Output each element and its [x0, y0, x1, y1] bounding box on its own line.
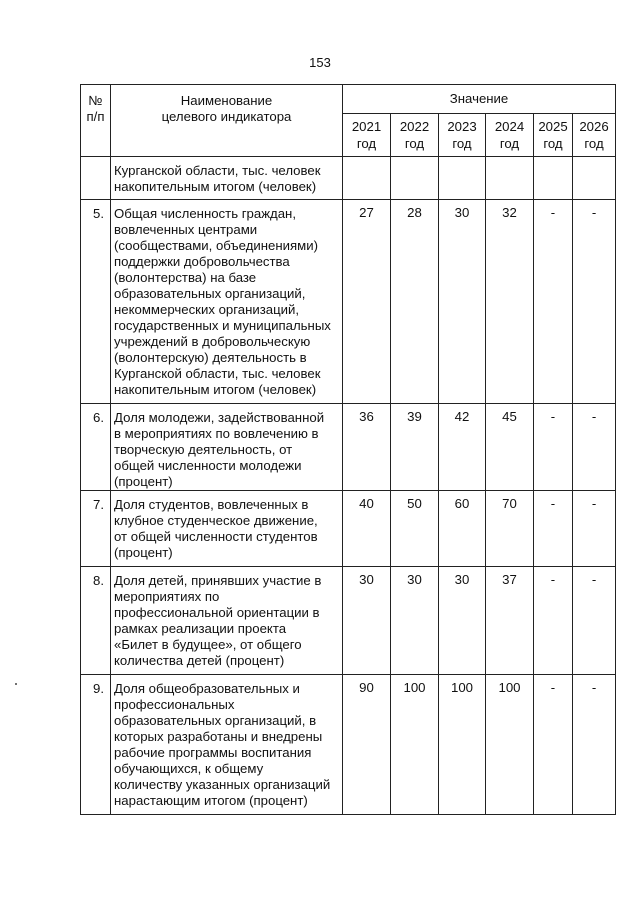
name-line: (сообществами, объединениями)	[114, 238, 319, 253]
year-label: 2024	[494, 119, 525, 134]
value-cell	[486, 157, 534, 200]
row-number: 9.	[81, 675, 111, 815]
name-line: вовлеченных центрами	[114, 222, 258, 237]
value-2026: -	[573, 567, 616, 675]
name-line: образовательных организаций, в	[114, 713, 317, 728]
name-line: профессиональной ориентации в	[114, 605, 320, 620]
year-unit: год	[404, 136, 425, 151]
name-line: (волонтерства) на базе	[114, 270, 257, 285]
name-header-line1: Наименование	[180, 93, 273, 108]
name-line: Общая численность граждан,	[114, 206, 297, 221]
name-line: накопительным итогом (человек)	[114, 179, 317, 194]
value-2026: -	[573, 200, 616, 404]
value-2024: 32	[486, 200, 534, 404]
year-header-2022	[391, 114, 439, 157]
year-header-2026	[573, 114, 616, 157]
table-row-8	[81, 567, 616, 675]
scan-dot	[15, 683, 17, 685]
row-number: 6.	[81, 404, 111, 491]
value-2024: 100	[486, 675, 534, 815]
name-line: клубное студенческое движение,	[114, 513, 318, 528]
name-line: творческую деятельность, от	[114, 442, 293, 457]
year-header-2023	[439, 114, 486, 157]
name-line: (волонтерскую) деятельность в	[114, 350, 307, 365]
table-row-5	[81, 200, 616, 404]
value-2025: -	[534, 567, 573, 675]
table-row-7	[81, 491, 616, 567]
name-line: количеству указанных организаций	[114, 777, 331, 792]
name-line: количества детей (процент)	[114, 653, 285, 668]
name-header-line2: целевого индикатора	[161, 109, 292, 124]
name-line: учреждений в добровольческую	[114, 334, 311, 349]
name-line: Доля общеобразовательных и	[114, 681, 300, 696]
year-unit: год	[356, 136, 377, 151]
name-line: (процент)	[114, 545, 173, 560]
table-row-6	[81, 404, 616, 491]
value-2022: 30	[391, 567, 439, 675]
value-2021: 30	[343, 567, 391, 675]
row-number: 8.	[81, 567, 111, 675]
name-line: от общей численности студентов	[114, 529, 318, 544]
value-2021: 36	[343, 404, 391, 491]
name-line: Курганской области, тыс. человек	[114, 163, 321, 178]
name-line: обучающихся, к общему	[114, 761, 264, 776]
name-line: государственных и муниципальных	[114, 318, 331, 333]
year-label: 2021	[351, 119, 382, 134]
value-2024: 70	[486, 491, 534, 567]
name-line: которых разработаны и внедрены	[114, 729, 323, 744]
value-cell	[343, 157, 391, 200]
year-header-2021	[343, 114, 391, 157]
value-2025: -	[534, 491, 573, 567]
name-line: рабочие программы воспитания	[114, 745, 312, 760]
value-cell	[391, 157, 439, 200]
value-cell	[439, 157, 486, 200]
page-number: 153	[309, 55, 331, 70]
year-label: 2025	[538, 119, 568, 134]
name-header	[111, 85, 343, 157]
name-line: образовательных организаций,	[114, 286, 306, 301]
indicator-name	[111, 567, 343, 675]
indicator-name	[111, 675, 343, 815]
indicator-name	[111, 404, 343, 491]
year-unit: год	[584, 136, 604, 151]
value-2023: 60	[439, 491, 486, 567]
table-row-9	[81, 675, 616, 815]
name-line: поддержки добровольчества	[114, 254, 290, 269]
value-2025: -	[534, 675, 573, 815]
value-2021: 40	[343, 491, 391, 567]
indicator-name	[111, 491, 343, 567]
num-header	[81, 85, 111, 157]
value-2025: -	[534, 404, 573, 491]
name-line: профессиональных	[114, 697, 235, 712]
year-label: 2023	[447, 119, 477, 134]
year-header-2025	[534, 114, 573, 157]
value-2023: 30	[439, 200, 486, 404]
value-2024: 45	[486, 404, 534, 491]
value-2023: 42	[439, 404, 486, 491]
value-2022: 28	[391, 200, 439, 404]
value-2022: 100	[391, 675, 439, 815]
year-unit: год	[543, 136, 563, 151]
value-2022: 50	[391, 491, 439, 567]
year-unit: год	[499, 136, 520, 151]
name-line: накопительным итогом (человек)	[114, 382, 317, 397]
name-line: в мероприятиях по вовлечению в	[114, 426, 319, 441]
name-line: нарастающим итогом (процент)	[114, 793, 308, 808]
value-2021: 27	[343, 200, 391, 404]
value-2026: -	[573, 491, 616, 567]
value-2024: 37	[486, 567, 534, 675]
name-line: «Билет в будущее», от общего	[114, 637, 302, 652]
value-2022: 39	[391, 404, 439, 491]
indicator-name	[111, 200, 343, 404]
num-header-line1: №	[88, 93, 103, 108]
value-cell	[573, 157, 616, 200]
year-unit: год	[452, 136, 472, 151]
row-number: 7.	[81, 491, 111, 567]
header-row-1	[81, 85, 616, 114]
indicator-name	[111, 157, 343, 200]
name-line: Курганской области, тыс. человек	[114, 366, 321, 381]
row-number: 5.	[81, 200, 111, 404]
year-label: 2022	[399, 119, 430, 134]
indicators-table	[80, 84, 616, 815]
value-2021: 90	[343, 675, 391, 815]
name-line: рамках реализации проекта	[114, 621, 287, 636]
num-header-line2: п/п	[86, 109, 105, 124]
year-label: 2026	[579, 119, 609, 134]
row-number	[81, 157, 111, 200]
name-line: Доля молодежи, задействованной	[114, 410, 325, 425]
value-header: Значение	[343, 85, 616, 114]
name-line: Доля студентов, вовлеченных в	[114, 497, 309, 512]
name-line: мероприятиях по	[114, 589, 220, 604]
value-2025: -	[534, 200, 573, 404]
value-2023: 100	[439, 675, 486, 815]
value-2026: -	[573, 675, 616, 815]
name-line: (процент)	[114, 474, 173, 489]
name-line: Доля детей, принявших участие в	[114, 573, 322, 588]
value-cell	[534, 157, 573, 200]
value-2026: -	[573, 404, 616, 491]
continuation-row	[81, 157, 616, 200]
name-line: общей численности молодежи	[114, 458, 302, 473]
year-header-2024	[486, 114, 534, 157]
name-line: некоммерческих организаций,	[114, 302, 300, 317]
value-2023: 30	[439, 567, 486, 675]
